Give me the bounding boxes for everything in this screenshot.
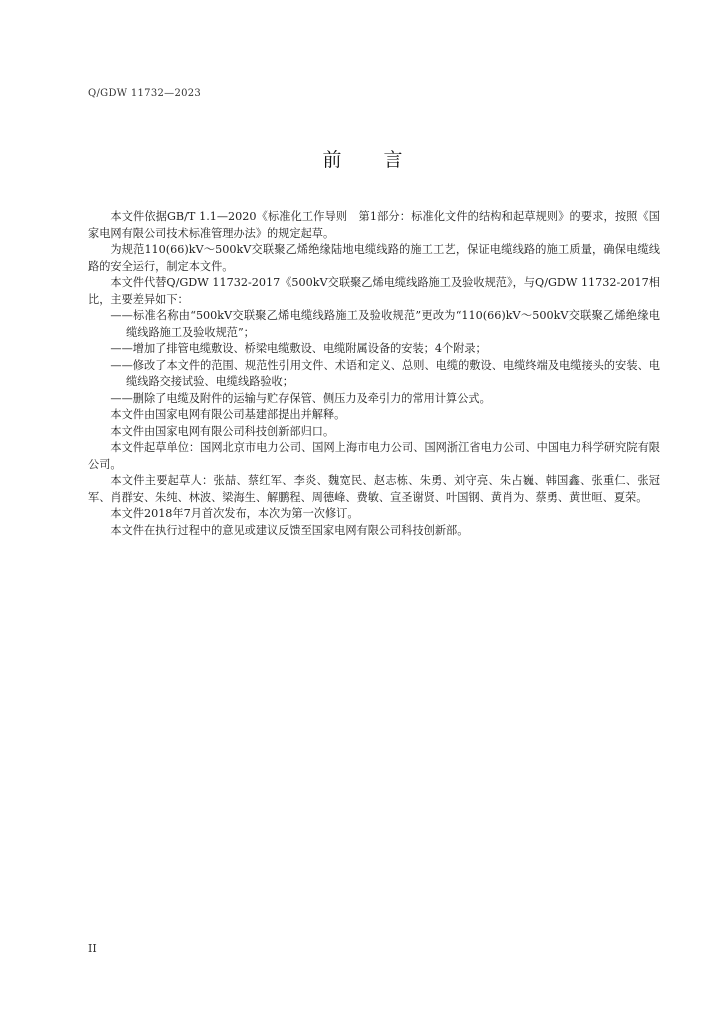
paragraph-purpose: 为规范110(66)kV～500kV交联聚乙烯绝缘陆地电缆线路的施工工艺，保证电缆线路的施工质量，确保电缆线路的安全运行，制定本文件。 bbox=[88, 243, 660, 273]
paragraph-drafting-units: 本文件起草单位：国网北京市电力公司、国网上海市电力公司、国网浙江省电力公司、中国电力科学研究院有限公司。 bbox=[88, 441, 660, 471]
paragraph-basis: 本文件依据GB/T 1.1—2020《标准化工作导则 第1部分：标准化文件的结构和起草规则》的要求，按照《国家电网有限公司技术标准管理办法》的规定起草。 bbox=[88, 210, 660, 240]
paragraph-proposer: 本文件由国家电网有限公司基建部提出并解释。 bbox=[110, 408, 346, 421]
document-code: Q/GDW 11732—2023 bbox=[88, 88, 202, 99]
change-item-name: ——标准名称由“500kV交联聚乙烯电缆线路施工及验收规范”更改为“110(66)kV～500kV交联聚乙烯绝缘电缆线路施工及验收规范”； bbox=[110, 309, 660, 339]
paragraph-drafters: 本文件主要起草人：张喆、蔡红军、李炎、魏宽民、赵志栋、朱勇、刘守亮、朱占巍、韩国鑫、张重仁、张冠军、肖群安、朱纯、林波、梁海生、解鹏程、周德峰、费敏、宣圣谢贤、叶国钢、黄肖为、蔡勇、黄世晅、夏荣。 bbox=[88, 474, 660, 504]
paragraph-replaces: 本文件代替Q/GDW 11732-2017《500kV交联聚乙烯电缆线路施工及验收规范》，与Q/GDW 11732-2017相比，主要差异如下： bbox=[88, 276, 660, 306]
paragraph-history: 本文件2018年7月首次发布，本次为第一次修订。 bbox=[110, 507, 359, 520]
page-title bbox=[0, 145, 725, 172]
paragraph-feedback: 本文件在执行过程中的意见或建议反馈至国家电网有限公司科技创新部。 bbox=[110, 523, 469, 537]
title-char-2: 言 bbox=[383, 149, 403, 171]
change-item-modified: ——修改了本文件的范围、规范性引用文件、术语和定义、总则、电缆的敷设、电缆终端及电缆接头的安装、电缆线路交接试验、电缆线路验收； bbox=[110, 358, 660, 388]
paragraph-administrator: 本文件由国家电网有限公司科技创新部归口。 bbox=[110, 424, 335, 438]
change-item-added: ——增加了排管电缆敷设、桥梁电缆敷设、电缆附属设备的安装；4个附录； bbox=[110, 342, 487, 355]
change-item-deleted: ——删除了电缆及附件的运输与贮存保管、侧压力及牵引力的常用计算公式。 bbox=[110, 391, 491, 405]
foreword-body bbox=[88, 209, 660, 539]
title-char-1: 前 bbox=[322, 149, 342, 171]
page-number: II bbox=[88, 942, 97, 955]
